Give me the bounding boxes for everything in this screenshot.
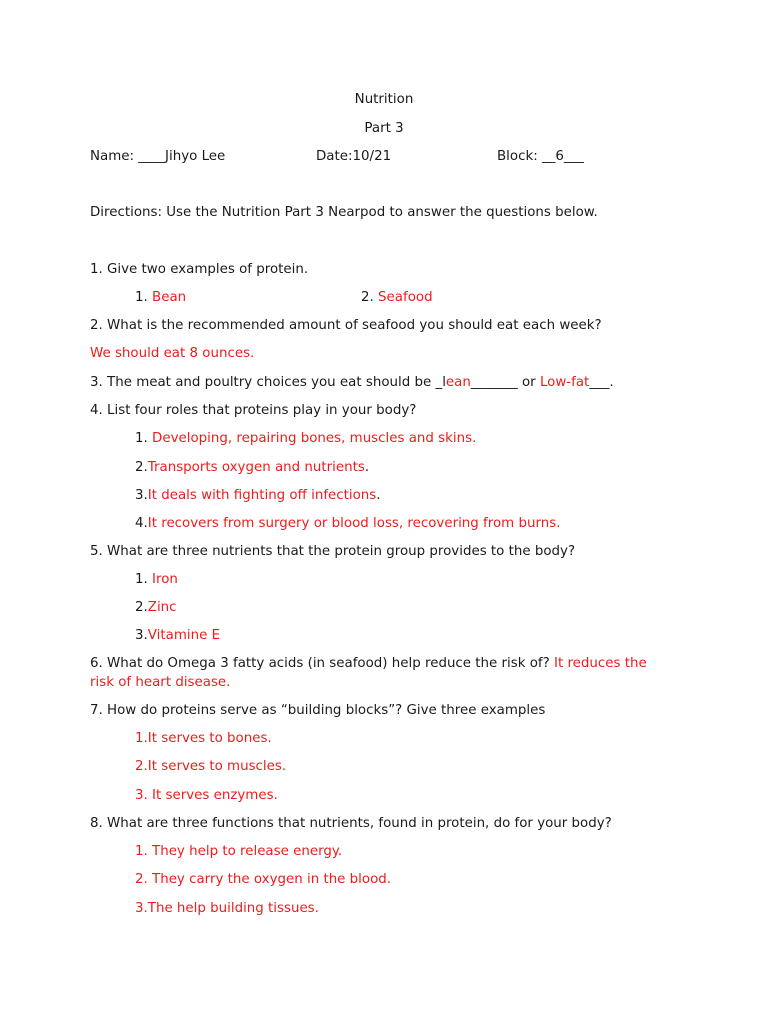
question-7: 7. How do proteins serve as “building blocks”? Give three examples <box>90 703 546 718</box>
answer-text: Seafood <box>378 290 433 305</box>
answer-7-1: 1.It serves to bones. <box>135 731 272 746</box>
answer-text: It recovers from surgery or blood loss, recovering from burns. <box>147 516 561 531</box>
document-title: Nutrition <box>354 92 414 107</box>
answer-5-3 <box>135 627 220 645</box>
answer-1-2 <box>361 289 433 307</box>
answer-text: Zinc <box>147 600 177 615</box>
document-subtitle: Part 3 <box>364 121 404 136</box>
answer-4-3 <box>135 487 381 505</box>
answer-number: 2. <box>361 290 379 305</box>
answer-8-2: 2. They carry the oxygen in the blood. <box>135 872 392 887</box>
answer-number: 3. <box>135 488 148 503</box>
answer-number: 1. <box>135 290 153 305</box>
answer-3-blank-2: Low-fat <box>539 375 590 390</box>
answer-4-2 <box>135 459 369 477</box>
answer-text: Transports oxygen and nutrients <box>147 460 365 475</box>
answer-suffix: . <box>376 488 381 503</box>
answer-number: 1. <box>135 572 153 587</box>
answer-text: Bean <box>152 290 187 305</box>
question-2: 2. What is the recommended amount of seafood you should eat each week? <box>90 318 602 333</box>
question-8: 8. What are three functions that nutrients, found in protein, do for your body? <box>90 816 612 831</box>
answer-text: Vitamine E <box>147 628 221 643</box>
answer-7-3: 3. It serves enzymes. <box>135 788 278 803</box>
answer-number: 3. <box>135 628 148 643</box>
question-3-prefix: 3. The meat and poultry choices you eat should be _l <box>90 375 446 390</box>
block-field: Block: __6___ <box>497 149 584 164</box>
question-5: 5. What are three nutrients that the protein group provides to the body? <box>90 544 576 559</box>
answer-4-4 <box>135 515 560 533</box>
answer-2: We should eat 8 ounces. <box>90 346 255 361</box>
date-field: Date:10/21 <box>316 149 392 164</box>
question-6 <box>90 655 647 673</box>
answer-6-part-2: risk of heart disease. <box>90 675 231 690</box>
answer-3-blank-1: ean <box>445 375 471 390</box>
directions: Directions: Use the Nutrition Part 3 Nearpod to answer the questions below. <box>90 205 598 220</box>
question-6-text: 6. What do Omega 3 fatty acids (in seafood) help reduce the risk of? <box>90 656 555 671</box>
name-field: Name: ____Jihyo Lee <box>90 149 226 164</box>
answer-number: 4. <box>135 516 148 531</box>
answer-1-1 <box>135 289 186 307</box>
answer-5-2 <box>135 599 177 617</box>
question-3 <box>90 374 614 392</box>
question-1: 1. Give two examples of protein. <box>90 262 309 277</box>
question-3-suffix: ___. <box>589 375 614 390</box>
answer-8-3: 3.The help building tissues. <box>135 901 319 916</box>
answer-number: 2. <box>135 460 148 475</box>
answer-text: It deals with fighting off infections <box>147 488 377 503</box>
answer-number: 2. <box>135 600 148 615</box>
answer-text: Iron <box>152 572 178 587</box>
answer-text: Developing, repairing bones, muscles and skins. <box>152 431 477 446</box>
answer-suffix: . <box>364 460 370 475</box>
answer-8-1: 1. They help to release energy. <box>135 844 343 859</box>
answer-4-1 <box>135 430 476 448</box>
answer-7-2: 2.It serves to muscles. <box>135 759 287 774</box>
answer-number: 1. <box>135 431 153 446</box>
question-3-mid: _______ or <box>470 375 540 390</box>
question-4: 4. List four roles that proteins play in your body? <box>90 403 417 418</box>
answer-5-1 <box>135 571 178 589</box>
answer-6-part-1: It reduces the <box>554 656 647 671</box>
